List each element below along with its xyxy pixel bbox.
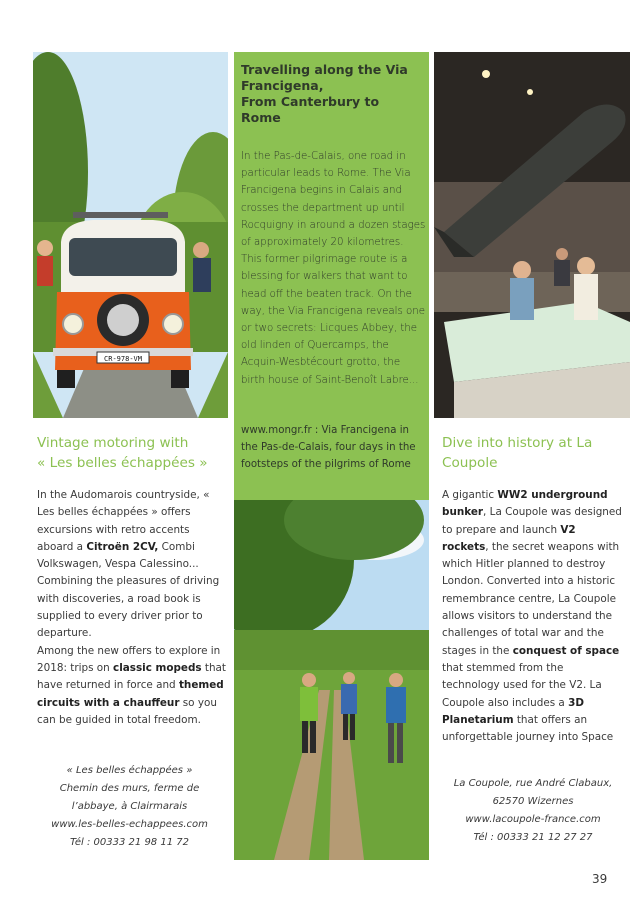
body-text: that have returned in force and [37,661,226,692]
walkers-photo [234,500,429,860]
heading-line: Dive into history at La [442,435,593,451]
body-text: Combi Volkswagen, Vespa Calessino... Combining the pleasures of driving with discoveries, a road book is supplied to every driver prior to departure. [37,540,220,640]
highlight-text: conquest of space [512,644,620,657]
phone-number: Tél : 00333 21 98 11 72 [70,837,189,848]
heading-line: « Les belles échappées » [37,455,208,471]
body-text: Among the new offers to explore in 2018: trips on [37,644,221,674]
heading-line: Vintage motoring with [37,435,189,451]
svg-text:CR-978-VM: CR-978-VM [104,355,142,363]
body-text: A gigantic [442,489,498,501]
via-francigena-body: In the Pas-de-Calais, one road in particular leads to Rome. The Via Francigena begins in Calais and crosses the department up until Rocquigny in around a dozen stages of approximately 20 kilometres. This former pilgrimage route is a blessing for walkers that want to head off the beaten track. On the way, the Via Francigena reveals one or two secrets: Licques Abbey, the old linden of Quercamps, the Acquin-Wesbtécourt grotto, the birth house of Saint-Benoît Labre... [241,151,426,386]
address-line: La Coupole, rue André Clabaux, [453,778,613,789]
website-link[interactable]: www.les-belles-echappees.com [51,819,208,830]
vintage-motoring-body [37,487,227,729]
phone-number: Tél : 00333 21 12 27 27 [473,832,593,843]
highlight-text: WW2 underground bunker [442,489,608,519]
via-francigena-link[interactable]: www.mongr.fr : Via Francigena in the Pas-de-Calais, four days in the footsteps of the pilgrims of Rome [241,425,416,471]
la-coupole-body [442,487,624,746]
body-text: In the Audomarois countryside, « Les belles échappées » offers excursions with retro accents aboard a [37,489,210,553]
highlight-text: V2 rockets [442,523,576,553]
highlight-text: 3D Planetarium [442,696,584,726]
vintage-van-photo [33,52,228,418]
la-coupole-photo [434,52,630,418]
address-line: 62570 Wizernes [492,796,574,807]
heading-line: Coupole [442,455,498,471]
address-line: Chemin des murs, ferme de [59,783,200,794]
la-coupole-heading [442,433,632,473]
belles-echappees-address [37,762,222,852]
vintage-motoring-heading [37,433,232,473]
title-line: Rome [241,110,281,125]
la-coupole-address [442,775,624,847]
body-text: that offers an unforgettable journey into Space [442,713,614,744]
body-text: so you can be guided in total freedom. [37,696,217,726]
title-line: Francigena, [241,78,324,93]
address-line: « Les belles échappées » [66,765,193,776]
page-number: 39 [592,872,608,886]
body-text: , the secret weapons with which Hitler planned to destroy London. Converted into a historic remembrance centre, La Coupole allows visitors to understand the challenges of total war and the stages in the [442,540,620,657]
title-line: Travelling along the Via [241,62,408,77]
highlight-text: classic mopeds [113,661,202,674]
via-francigena-title [241,62,426,126]
body-text: that stemmed from the technology used for the V2. La Coupole also includes a [442,661,602,709]
highlight-text: themed circuits with a chauffeur [37,679,224,709]
body-text: , La Coupole was designed to prepare and launch [442,506,622,536]
address-line: l’abbaye, à Clairmarais [71,801,188,812]
title-line: From Canterbury to [241,94,380,109]
website-link[interactable]: www.lacoupole-france.com [465,814,601,825]
highlight-text: Citroën 2CV, [86,540,159,553]
